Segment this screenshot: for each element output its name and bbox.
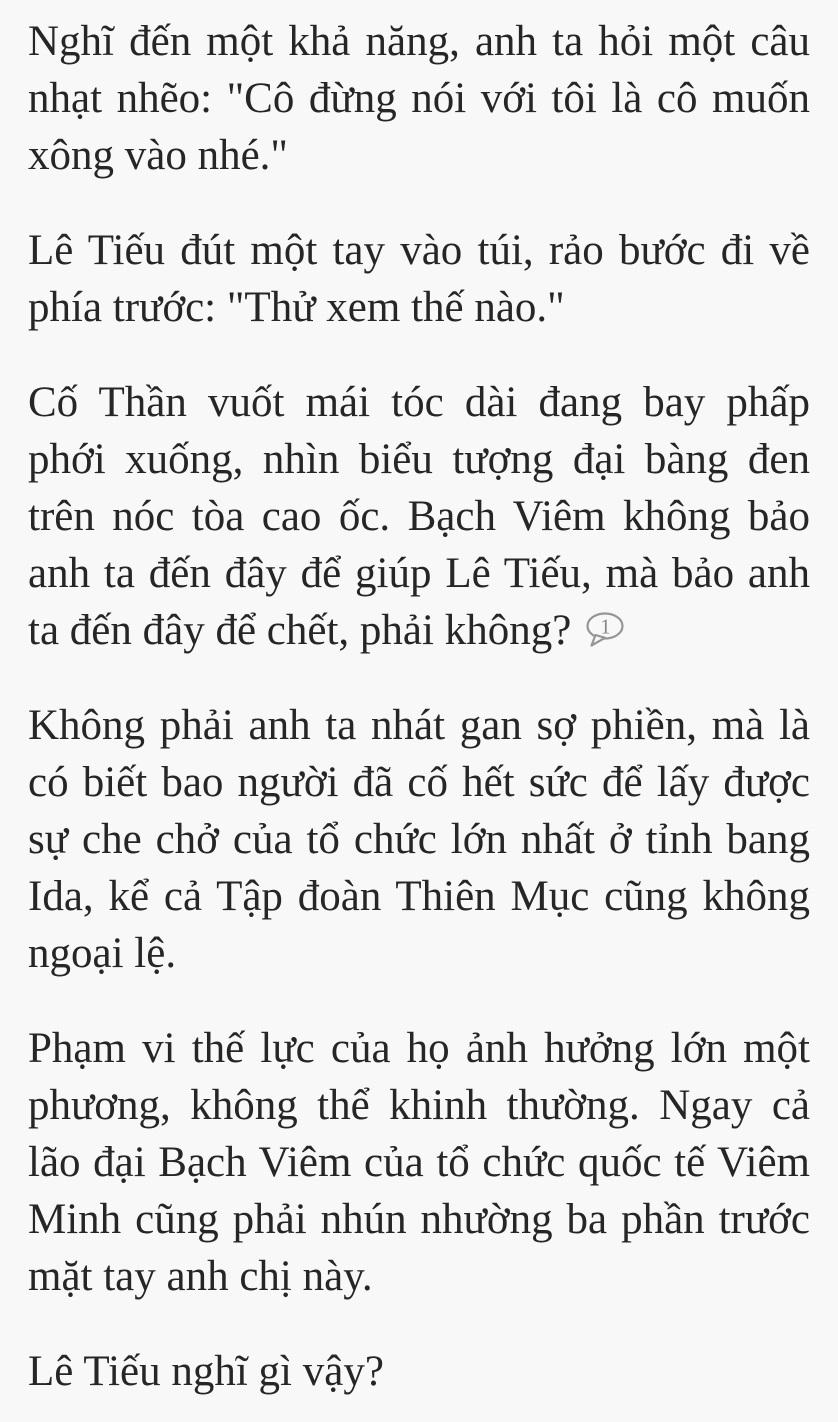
paragraph — [28, 1020, 810, 1305]
paragraph-text: Cố Thần vuốt mái tóc dài đang bay phấp phới xuống, nhìn biểu tượng đại bàng đen trên nóc tòa cao ốc. Bạch Viêm không bảo anh ta đến đây để giúp Lê Tiếu, mà bảo anh ta đến đây để chết, phải không? — [28, 379, 810, 654]
paragraph-text: Phạm vi thế lực của họ ảnh hưởng lớn một phương, không thể khinh thường. Ngay cả lão đại Bạch Viêm của tổ chức quốc tế Viêm Minh cũng phải nhún nhường ba phần trước mặt tay anh chị này. — [28, 1025, 810, 1300]
paragraph-text: Lê Tiếu đút một tay vào túi, rảo bước đi về phía trước: "Thử xem thế nào." — [28, 227, 810, 331]
paragraph-comment-bubble-button[interactable] — [585, 611, 627, 649]
comment-count: 1 — [600, 614, 612, 639]
paragraph-text: Lê Tiếu nghĩ gì vậy? — [28, 1348, 384, 1395]
paragraph — [28, 697, 810, 982]
paragraph — [28, 222, 810, 336]
paragraph — [28, 374, 810, 659]
paragraph — [28, 1343, 810, 1400]
paragraph-text: Không phải anh ta nhát gan sợ phiền, mà là có biết bao người đã cố hết sức để lấy được sự che chở của tổ chức lớn nhất ở tỉnh bang Ida, kể cả Tập đoàn Thiên Mục cũng không ngoại lệ. — [28, 702, 810, 977]
paragraph — [28, 13, 810, 184]
paragraph-text: Nghĩ đến một khả năng, anh ta hỏi một câu nhạt nhẽo: "Cô đừng nói với tôi là cô muốn xông vào nhé." — [28, 18, 810, 179]
